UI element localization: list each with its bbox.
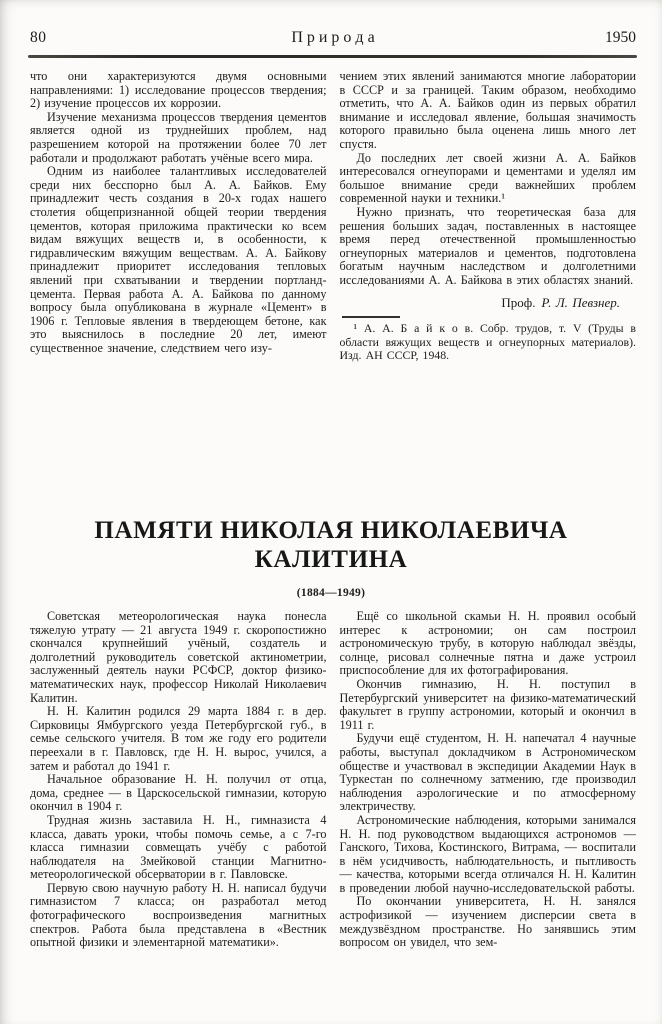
paragraph: чением этих явлений занимаются многие лаборатории в СССР и за границей. Таким образом, необходимо отметить, что А. А. Байков один из первых обратил внимание и исследовал явление, большая значимость которого правильно была оценена лишь много лет спустя. bbox=[339, 69, 636, 151]
signature-prefix: Проф. bbox=[501, 294, 536, 310]
paragraph: Ещё со школьной скамьи Н. Н. проявил особый интерес к астрономии; он сам построил астрономическую трубу, в которую наблюдал звёзды, солнце, рисовал солнечные пятна и даже устроил приспособление для их фотографирования. bbox=[339, 610, 636, 678]
obituary-right-column bbox=[340, 610, 637, 1004]
footnote: ¹ А. А. Б а й к о в. Собр. трудов, т. V (Труды в области вяжущих веществ и огнеупорных материалов). Изд. АН СССР, 1948. bbox=[339, 321, 636, 362]
paragraph: Первую свою научную работу Н. Н. написал будучи гимназистом 7 класса; он разработал метод фотографического воспроизведения магнитных спектров. Работа была представлена в «Вестник опытной физики и элементарной математики». bbox=[30, 880, 327, 950]
header-rule bbox=[28, 55, 637, 58]
paragraph: что они характеризуются двумя основными направлениями: 1) исследование процессов твердения; 2) изучение процессов их коррозии. bbox=[30, 69, 327, 111]
baikov-left-column bbox=[30, 70, 327, 362]
baikov-article-end bbox=[30, 70, 636, 362]
signature-name: Р. Л. Певзнер. bbox=[541, 294, 620, 310]
paragraph: Астрономические наблюдения, которыми занимался Н. Н. под руководством выдающихся астрономов — Ганского, Тихова, Костинского, Витрама, — воспитали в нём усидчивость, наблюдательность, и пытливость — качества, которыми всегда отличался Н. Н. Калитин в проведении любой научно-исследовательской работы. bbox=[339, 812, 636, 895]
paragraph: Одним из наиболее талантливых исследователей среди них бесспорно был А. А. Байков. Ему принадлежит честь создания в 20-х годах нашего столетия общепризнанной общей теории твердения цементов, которая приложима практически ко всем видам вяжущих веществ и, в особенности, к гидравлическим вяжущим веществам. А. А. Байкову принадлежит приоритет исследования тепловых явлений при схватывании и твердении портланд-цемента. Первая работа А. А. Байкова по данному вопросу была опубликована в журнале «Цемент» в 1906 г. Тепловые явления в твердеющем бетоне, как это выяснилось в последние 20 лет, имеют существенное значение, следствием чего изу- bbox=[30, 164, 327, 355]
running-head bbox=[30, 29, 636, 47]
author-signature bbox=[340, 296, 637, 310]
obituary-title: ПАМЯТИ НИКОЛАЯ НИКОЛАЕВИЧА КАЛИТИНА bbox=[94, 517, 568, 573]
paragraph: Советская метеорологическая наука понесла тяжелую утрату — 21 августа 1949 г. скоропостижно скончался крупнейший учёный, создатель и долголетний руководитель советской актинометрии, заслуженный деятель науки РСФСР, доктор физико-математических наук, профессор Николай Николаевич Калитин. bbox=[30, 610, 327, 705]
paragraph: Н. Н. Калитин родился 29 марта 1884 г. в дер. Сирковицы Ямбургского уезда Петербургской губ., в семье сельского учителя. В том же году его родители переехали в г. Павловск, где Н. Н. вырос, учился, а затем и работал до 1941 г. bbox=[30, 704, 327, 773]
paragraph: Начальное образование Н. Н. получил от отца, дома, среднее — в Царскосельской гимназии, которую окончил в 1904 г. bbox=[30, 772, 327, 814]
paragraph: До последних лет своей жизни А. А. Байков интересовался огнеупорами и цементами и уделял им большое внимание среди важнейших проблем современной науки и техники.¹ bbox=[339, 150, 636, 206]
paragraph: По окончании университета, Н. Н. занялся астрофизикой — изучением дисперсии света в междузвёздном пространстве. Но занявшись этим вопросом он увидел, что зем- bbox=[339, 894, 636, 950]
paragraph: Окончив гимназию, Н. Н. поступил в Петербургский университет на физико-математический факультет в группу астрономии, который и окончил в 1911 г. bbox=[339, 676, 636, 732]
journal-title: П р и р о д а bbox=[291, 29, 375, 46]
obituary-body bbox=[30, 610, 636, 1004]
obituary-left-column bbox=[30, 610, 327, 1004]
paragraph: Изучение механизма процессов твердения цементов является одной из труднейших проблем, над разрешением которой на протяжении более 70 лет работали и продолжают работать учёные всего мира. bbox=[30, 109, 327, 165]
journal-year: 1950 bbox=[605, 29, 636, 46]
paragraph: Нужно признать, что теоретическая база для решения больших задач, поставленных в настоящее время перед отечественной промышленностью огнеупорных материалов и цементов, подготовлена богатым научным наследством и долголетними исследованиями А. А. Байкова в этих областях знаний. bbox=[339, 204, 636, 287]
obituary-years: (1884—1949) bbox=[296, 587, 366, 599]
baikov-right-column bbox=[340, 70, 637, 362]
page-number: 80 bbox=[30, 29, 47, 46]
footnote-rule bbox=[342, 316, 400, 318]
paragraph: Трудная жизнь заставила Н. Н., гимназиста 4 класса, давать уроки, чтобы помочь семье, а с 7-го класса гимназии совмещать учёбу с работой наблюдателя на Змейковой станции Магнитно-метеорологической обсерватории в г. Павловске. bbox=[30, 812, 327, 882]
obituary-heading bbox=[0, 516, 662, 599]
paragraph: Будучи ещё студентом, Н. Н. напечатал 4 научные работы, выступал докладчиком в Астрономическом обществе и участвовал в экспедиции Академии Наук в Туркестан по солнечному затмению, где производил наблюдения аэрологические и по атмосферному электричеству. bbox=[339, 731, 636, 814]
